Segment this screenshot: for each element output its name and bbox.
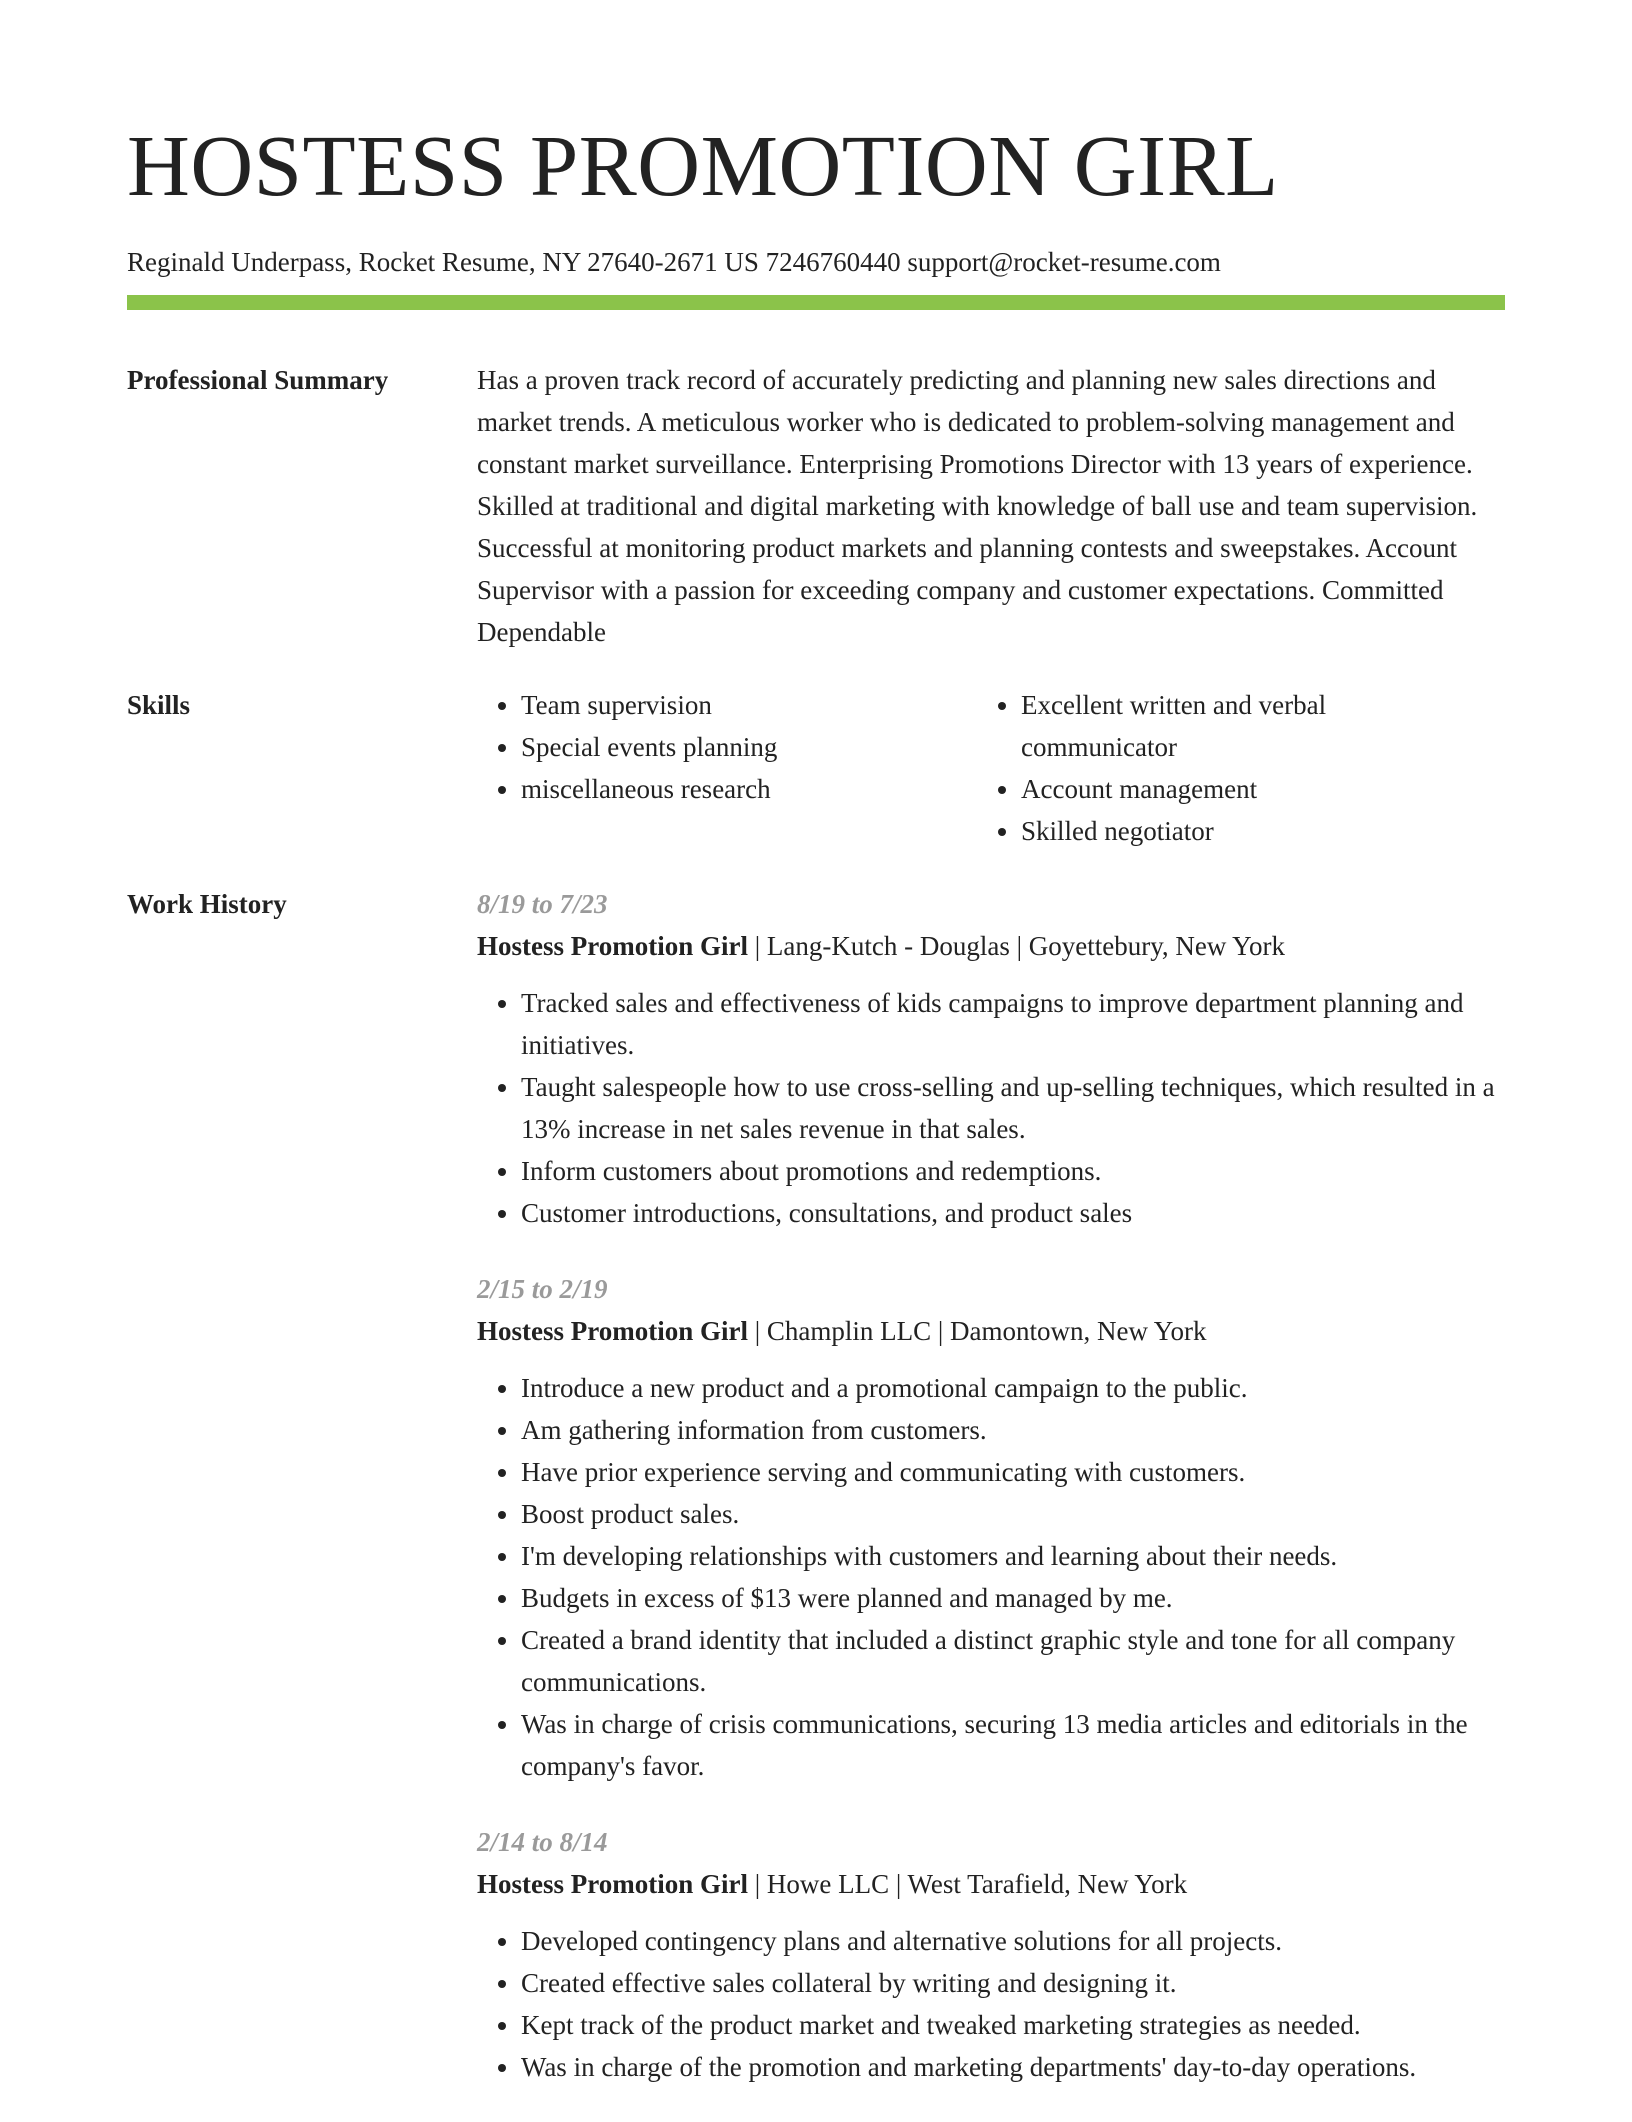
job-bullet: • Created a brand identity that included a distinct graphic style and tone for all company communications. [521,1619,1505,1703]
job-bullet: • Introduce a new product and a promotional campaign to the public. [521,1367,1505,1409]
skill-item: • Account management [1021,768,1477,810]
job-bullet: • Am gathering information from customers. [521,1409,1505,1451]
job-bullet: • Was in charge of the promotion and marketing departments' day-to-day operations. [521,2046,1505,2088]
job-title: Hostess Promotion Girl [477,1316,748,1346]
job-title-line [477,925,1505,967]
job-title: Hostess Promotion Girl [477,931,748,961]
skill-item: • Skilled negotiator [1021,810,1477,852]
job-entry [477,883,1505,1234]
skills-right-column [977,684,1477,852]
job-title-line [477,1863,1505,1905]
job-bullet-list [477,1920,1505,2088]
job-dates: 2/14 to 8/14 [477,1827,608,1857]
job-employer-location: | Champlin LLC | Damontown, New York [747,1316,1207,1346]
job-bullet: • Taught salespeople how to use cross-selling and up-selling techniques, which resulted in a 13% increase in net sales revenue in that sales. [521,1066,1505,1150]
job-employer-location: | Howe LLC | West Tarafield, New York [747,1869,1188,1899]
skill-item: • miscellaneous research [521,768,977,810]
work-history-body [477,883,1505,2122]
skills-right-list [977,684,1477,852]
job-bullet: • Was in charge of crisis communications, securing 13 media articles and editorials in the company's favor. [521,1703,1505,1787]
summary-title: Professional Summary [127,365,389,395]
skills-left-column [477,684,977,852]
contact-line: Reginald Underpass, Rocket Resume, NY 27640-2671 US 7246760440 support@rocket-resume.com [127,247,1221,277]
skills-section [127,684,1505,852]
job-bullet: • Developed contingency plans and alternative solutions for all projects. [521,1920,1505,1962]
job-bullet-list [477,982,1505,1234]
job-bullet-list [477,1367,1505,1787]
job-title-line [477,1310,1505,1352]
job-dates: 8/19 to 7/23 [477,889,608,919]
skill-item: • Team supervision [521,684,977,726]
job-bullet: • I'm developing relationships with customers and learning about their needs. [521,1535,1505,1577]
skills-left-list [477,684,977,810]
job-entry [477,1821,1505,2088]
job-bullet: • Boost product sales. [521,1493,1505,1535]
summary-section [127,359,1505,653]
skills-title: Skills [127,690,191,720]
work-history-section [127,883,1505,2122]
accent-divider [127,295,1505,310]
work-history-title: Work History [127,889,287,919]
job-bullet: • Created effective sales collateral by writing and designing it. [521,1962,1505,2004]
job-bullet: • Budgets in excess of $13 were planned and managed by me. [521,1577,1505,1619]
job-title: Hostess Promotion Girl [477,1869,748,1899]
summary-text: Has a proven track record of accurately predicting and planning new sales directions and market trends. A meticulous worker who is dedicated to problem-solving management and constant market surveillance. Enterprising Promotions Director with 13 years of experience. Skilled at traditional and digital marketing with knowledge of ball use and team supervision. Successful at monitoring product markets and planning contests and sweepstakes. Account Supervisor with a passion for exceeding company and customer expectations. Committed Dependable [477,365,1478,647]
job-dates: 2/15 to 2/19 [477,1274,608,1304]
job-bullet: • Customer introductions, consultations, and product sales [521,1192,1505,1234]
job-bullet: • Inform customers about promotions and redemptions. [521,1150,1505,1192]
job-bullet: • Have prior experience serving and communicating with customers. [521,1451,1505,1493]
job-entry [477,1268,1505,1787]
job-bullet: • Kept track of the product market and tweaked marketing strategies as needed. [521,2004,1505,2046]
skill-item: • Special events planning [521,726,977,768]
job-employer-location: | Lang-Kutch - Douglas | Goyettebury, New York [747,931,1285,961]
skill-item: • Excellent written and verbal communicator [1021,684,1477,768]
job-bullet: • Tracked sales and effectiveness of kids campaigns to improve department planning and initiatives. [521,982,1505,1066]
skills-columns [477,684,1505,852]
candidate-name: HOSTESS PROMOTION GIRL [127,117,1279,214]
